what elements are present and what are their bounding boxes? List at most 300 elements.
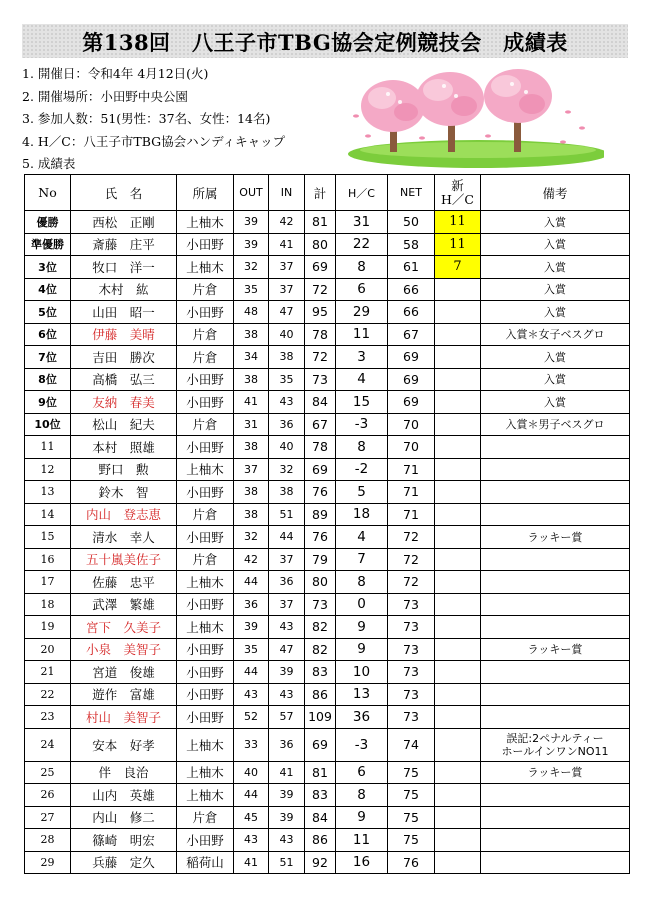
total-score-cell: 73	[305, 368, 336, 391]
tree-left-icon	[361, 80, 425, 152]
new-handicap-cell	[435, 851, 481, 874]
club-cell: 稲荷山	[177, 851, 234, 874]
new-handicap-cell	[435, 593, 481, 616]
club-cell: 上柚木	[177, 784, 234, 807]
table-row	[25, 481, 630, 504]
total-score-cell: 86	[305, 683, 336, 706]
name-cell: 清水 幸人	[71, 526, 177, 549]
new-handicap-cell	[435, 683, 481, 706]
total-score-cell: 95	[305, 301, 336, 324]
name-cell: 宮下 久美子	[71, 616, 177, 639]
club-cell: 片倉	[177, 503, 234, 526]
total-score-cell: 79	[305, 548, 336, 571]
out-score-cell: 42	[234, 548, 269, 571]
total-score-cell: 89	[305, 503, 336, 526]
net-score-cell: 75	[388, 829, 435, 852]
note-line: ホールインワンNO11	[501, 744, 609, 758]
new-handicap-cell	[435, 806, 481, 829]
note-cell: 入賞＊女子ベスグロ	[481, 323, 630, 346]
name-cell: 五十嵐美佐子	[71, 548, 177, 571]
name-cell: 本村 照雄	[71, 436, 177, 459]
net-score-cell: 75	[388, 806, 435, 829]
total-score-cell: 69	[305, 458, 336, 481]
club-cell: 小田野	[177, 436, 234, 459]
net-score-cell: 70	[388, 436, 435, 459]
in-score-cell: 36	[269, 413, 305, 436]
net-score-cell: 71	[388, 481, 435, 504]
rank-cell: 25	[25, 761, 71, 784]
table-row	[25, 851, 630, 874]
note-cell	[481, 829, 630, 852]
in-score-cell: 36	[269, 728, 305, 761]
rank-cell: 18	[25, 593, 71, 616]
note-cell: 入賞	[481, 256, 630, 279]
total-score-cell: 80	[305, 233, 336, 256]
net-score-cell: 76	[388, 851, 435, 874]
total-score-cell: 69	[305, 256, 336, 279]
note-cell	[481, 683, 630, 706]
name-cell: 内山 登志恵	[71, 503, 177, 526]
name-cell: 山内 英雄	[71, 784, 177, 807]
info-date: 1. 開催日：令和4年 4月12日(火)	[22, 66, 209, 81]
note-cell	[481, 548, 630, 571]
name-cell: 内山 修二	[71, 806, 177, 829]
out-score-cell: 40	[234, 761, 269, 784]
note-cell	[481, 593, 630, 616]
rank-cell: 22	[25, 683, 71, 706]
out-score-cell: 38	[234, 503, 269, 526]
rank-cell: 21	[25, 661, 71, 684]
table-row	[25, 233, 630, 256]
net-score-cell: 67	[388, 323, 435, 346]
rank-cell: 15	[25, 526, 71, 549]
in-score-cell: 37	[269, 548, 305, 571]
rank-cell: 5位	[25, 301, 71, 324]
net-score-cell: 74	[388, 728, 435, 761]
out-score-cell: 44	[234, 571, 269, 594]
tree-middle-icon	[416, 72, 484, 152]
club-cell: 小田野	[177, 706, 234, 729]
in-score-cell: 39	[269, 784, 305, 807]
club-cell: 片倉	[177, 278, 234, 301]
club-cell: 小田野	[177, 683, 234, 706]
club-cell: 小田野	[177, 593, 234, 616]
out-score-cell: 36	[234, 593, 269, 616]
in-score-cell: 39	[269, 806, 305, 829]
name-cell: 伊藤 美晴	[71, 323, 177, 346]
table-row	[25, 391, 630, 414]
table-row	[25, 346, 630, 369]
handicap-cell: 31	[336, 211, 388, 234]
new-handicap-cell	[435, 278, 481, 301]
in-score-cell: 32	[269, 458, 305, 481]
handicap-cell: 6	[336, 278, 388, 301]
name-cell: 松山 紀夫	[71, 413, 177, 436]
out-score-cell: 43	[234, 829, 269, 852]
new-handicap-cell	[435, 829, 481, 852]
out-score-cell: 31	[234, 413, 269, 436]
in-score-cell: 39	[269, 661, 305, 684]
total-score-cell: 81	[305, 211, 336, 234]
in-score-cell: 43	[269, 616, 305, 639]
table-row	[25, 323, 630, 346]
new-handicap-cell	[435, 571, 481, 594]
note-cell	[481, 571, 630, 594]
col-header-no: No	[25, 175, 71, 211]
name-cell: 篠崎 明宏	[71, 829, 177, 852]
club-cell: 上柚木	[177, 256, 234, 279]
total-score-cell: 80	[305, 571, 336, 594]
rank-cell: 4位	[25, 278, 71, 301]
out-score-cell: 33	[234, 728, 269, 761]
out-score-cell: 38	[234, 323, 269, 346]
note-cell	[481, 458, 630, 481]
club-cell: 小田野	[177, 481, 234, 504]
new-handicap-cell	[435, 706, 481, 729]
note-cell	[481, 806, 630, 829]
results-table	[24, 174, 630, 874]
info-handicap: 4. H／C：八王子市TBG協会ハンディキャップ	[22, 133, 286, 149]
handicap-cell: 11	[336, 829, 388, 852]
table-row	[25, 526, 630, 549]
out-score-cell: 39	[234, 211, 269, 234]
note-cell	[481, 481, 630, 504]
name-cell: 吉田 勝次	[71, 346, 177, 369]
net-score-cell: 70	[388, 413, 435, 436]
new-handicap-cell	[435, 761, 481, 784]
name-cell: 友納 春美	[71, 391, 177, 414]
net-score-cell: 66	[388, 301, 435, 324]
rank-cell: 9位	[25, 391, 71, 414]
note-cell: 入賞	[481, 301, 630, 324]
total-score-cell: 82	[305, 638, 336, 661]
out-score-cell: 39	[234, 616, 269, 639]
club-cell: 小田野	[177, 233, 234, 256]
total-score-cell: 81	[305, 761, 336, 784]
new-handicap-cell	[435, 323, 481, 346]
in-score-cell: 51	[269, 503, 305, 526]
name-cell: 小泉 美智子	[71, 638, 177, 661]
handicap-cell: 3	[336, 346, 388, 369]
club-cell: 片倉	[177, 413, 234, 436]
rank-cell: 29	[25, 851, 71, 874]
table-row	[25, 593, 630, 616]
col-header-note: 備考	[481, 175, 630, 211]
title-bar	[22, 24, 628, 58]
note-cell	[481, 436, 630, 459]
club-cell: 小田野	[177, 829, 234, 852]
new-handicap-cell	[435, 784, 481, 807]
out-score-cell: 43	[234, 683, 269, 706]
net-score-cell: 69	[388, 391, 435, 414]
out-score-cell: 34	[234, 346, 269, 369]
total-score-cell: 78	[305, 323, 336, 346]
col-header-new-hc	[435, 175, 481, 211]
total-score-cell: 83	[305, 661, 336, 684]
handicap-cell: 8	[336, 784, 388, 807]
club-cell: 小田野	[177, 526, 234, 549]
new-handicap-cell	[435, 413, 481, 436]
handicap-cell: 11	[336, 323, 388, 346]
note-cell	[481, 616, 630, 639]
in-score-cell: 43	[269, 391, 305, 414]
in-score-cell: 35	[269, 368, 305, 391]
total-score-cell: 84	[305, 391, 336, 414]
new-handicap-cell	[435, 391, 481, 414]
note-cell: ラッキー賞	[481, 761, 630, 784]
name-cell: 佐藤 忠平	[71, 571, 177, 594]
net-score-cell: 73	[388, 683, 435, 706]
out-score-cell: 35	[234, 638, 269, 661]
club-cell: 小田野	[177, 661, 234, 684]
in-score-cell: 41	[269, 233, 305, 256]
name-cell: 斎藤 庄平	[71, 233, 177, 256]
table-row	[25, 829, 630, 852]
club-cell: 片倉	[177, 806, 234, 829]
table-row	[25, 301, 630, 324]
net-score-cell: 75	[388, 761, 435, 784]
net-score-cell: 69	[388, 346, 435, 369]
table-row	[25, 661, 630, 684]
tree-right-icon	[484, 69, 552, 152]
out-score-cell: 38	[234, 368, 269, 391]
total-score-cell: 69	[305, 728, 336, 761]
total-score-cell: 72	[305, 278, 336, 301]
club-cell: 上柚木	[177, 211, 234, 234]
note-cell: ラッキー賞	[481, 526, 630, 549]
new-handicap-cell	[435, 368, 481, 391]
club-cell: 上柚木	[177, 728, 234, 761]
out-score-cell: 37	[234, 458, 269, 481]
rank-cell: 23	[25, 706, 71, 729]
name-cell: 野口 勲	[71, 458, 177, 481]
name-cell: 村山 美智子	[71, 706, 177, 729]
out-score-cell: 41	[234, 851, 269, 874]
rank-cell: 13	[25, 481, 71, 504]
name-cell: 伴 良治	[71, 761, 177, 784]
net-score-cell: 73	[388, 593, 435, 616]
handicap-cell: 7	[336, 548, 388, 571]
note-cell	[481, 661, 630, 684]
in-score-cell: 37	[269, 278, 305, 301]
note-cell: 入賞	[481, 368, 630, 391]
out-score-cell: 32	[234, 526, 269, 549]
table-row	[25, 368, 630, 391]
name-cell: 山田 昭一	[71, 301, 177, 324]
net-score-cell: 73	[388, 706, 435, 729]
rank-cell: 24	[25, 728, 71, 761]
table-row	[25, 761, 630, 784]
rank-cell: 14	[25, 503, 71, 526]
handicap-cell: 6	[336, 761, 388, 784]
handicap-cell: 4	[336, 526, 388, 549]
name-cell: 安本 好孝	[71, 728, 177, 761]
out-score-cell: 44	[234, 784, 269, 807]
net-score-cell: 73	[388, 638, 435, 661]
in-score-cell: 51	[269, 851, 305, 874]
out-score-cell: 48	[234, 301, 269, 324]
net-score-cell: 72	[388, 526, 435, 549]
net-score-cell: 66	[388, 278, 435, 301]
col-header-new-hc-bottom: H／C	[441, 191, 474, 207]
new-handicap-cell	[435, 458, 481, 481]
note-cell: 入賞＊男子ベスグロ	[481, 413, 630, 436]
total-score-cell: 78	[305, 436, 336, 459]
table-row	[25, 784, 630, 807]
club-cell: 小田野	[177, 301, 234, 324]
rank-cell: 27	[25, 806, 71, 829]
col-header-out: OUT	[234, 175, 269, 211]
handicap-cell: -2	[336, 458, 388, 481]
total-score-cell: 76	[305, 481, 336, 504]
new-handicap-cell	[435, 661, 481, 684]
new-handicap-cell	[435, 481, 481, 504]
club-cell: 上柚木	[177, 616, 234, 639]
rank-cell: 19	[25, 616, 71, 639]
new-handicap-cell	[435, 346, 481, 369]
table-header-row	[25, 175, 630, 211]
name-cell: 高橋 弘三	[71, 368, 177, 391]
event-info	[22, 63, 285, 176]
name-cell: 牧口 洋一	[71, 256, 177, 279]
table-row	[25, 436, 630, 459]
new-handicap-cell: 11	[435, 211, 481, 234]
club-cell: 小田野	[177, 391, 234, 414]
table-row	[25, 616, 630, 639]
net-score-cell: 73	[388, 616, 435, 639]
in-score-cell: 37	[269, 593, 305, 616]
col-header-hc: H／C	[336, 175, 388, 211]
handicap-cell: 16	[336, 851, 388, 874]
col-header-new-hc-top: 新	[451, 177, 464, 193]
in-score-cell: 42	[269, 211, 305, 234]
handicap-cell: 9	[336, 616, 388, 639]
in-score-cell: 41	[269, 761, 305, 784]
out-score-cell: 44	[234, 661, 269, 684]
in-score-cell: 43	[269, 829, 305, 852]
club-cell: 片倉	[177, 346, 234, 369]
handicap-cell: 0	[336, 593, 388, 616]
out-score-cell: 38	[234, 436, 269, 459]
handicap-cell: 13	[336, 683, 388, 706]
club-cell: 小田野	[177, 368, 234, 391]
in-score-cell: 47	[269, 638, 305, 661]
net-score-cell: 72	[388, 571, 435, 594]
total-score-cell: 92	[305, 851, 336, 874]
info-participants: 3. 参加人数：51(男性：37名、女性：14名)	[22, 111, 271, 126]
handicap-cell: 9	[336, 638, 388, 661]
note-cell	[481, 784, 630, 807]
note-cell	[481, 706, 630, 729]
rank-cell: 28	[25, 829, 71, 852]
handicap-cell: 15	[336, 391, 388, 414]
in-score-cell: 44	[269, 526, 305, 549]
total-score-cell: 73	[305, 593, 336, 616]
net-score-cell: 61	[388, 256, 435, 279]
out-score-cell: 41	[234, 391, 269, 414]
in-score-cell: 38	[269, 346, 305, 369]
col-header-club: 所属	[177, 175, 234, 211]
rank-cell: 3位	[25, 256, 71, 279]
rank-cell: 7位	[25, 346, 71, 369]
handicap-cell: 10	[336, 661, 388, 684]
rank-cell: 11	[25, 436, 71, 459]
rank-cell: 準優勝	[25, 233, 71, 256]
table-row	[25, 458, 630, 481]
name-cell: 兵藤 定久	[71, 851, 177, 874]
club-cell: 上柚木	[177, 761, 234, 784]
table-row	[25, 728, 630, 761]
table-row	[25, 278, 630, 301]
note-line: 誤記:2ペナルティー	[506, 731, 604, 745]
table-row	[25, 706, 630, 729]
total-score-cell: 86	[305, 829, 336, 852]
handicap-cell: 18	[336, 503, 388, 526]
total-score-cell: 83	[305, 784, 336, 807]
name-cell: 鈴木 智	[71, 481, 177, 504]
table-row	[25, 413, 630, 436]
table-row	[25, 211, 630, 234]
out-score-cell: 52	[234, 706, 269, 729]
name-cell: 木村 紘	[71, 278, 177, 301]
note-cell	[481, 851, 630, 874]
handicap-cell: 9	[336, 806, 388, 829]
rank-cell: 20	[25, 638, 71, 661]
in-score-cell: 43	[269, 683, 305, 706]
name-cell: 武澤 繁雄	[71, 593, 177, 616]
in-score-cell: 37	[269, 256, 305, 279]
handicap-cell: 36	[336, 706, 388, 729]
handicap-cell: 29	[336, 301, 388, 324]
name-cell: 宮道 俊雄	[71, 661, 177, 684]
total-score-cell: 76	[305, 526, 336, 549]
name-cell: 西松 正剛	[71, 211, 177, 234]
club-cell: 片倉	[177, 548, 234, 571]
net-score-cell: 75	[388, 784, 435, 807]
note-cell	[481, 728, 630, 761]
new-handicap-cell	[435, 638, 481, 661]
club-cell: 上柚木	[177, 571, 234, 594]
total-score-cell: 82	[305, 616, 336, 639]
new-handicap-cell	[435, 526, 481, 549]
new-handicap-cell	[435, 616, 481, 639]
in-score-cell: 57	[269, 706, 305, 729]
rank-cell: 16	[25, 548, 71, 571]
info-venue: 2. 開催場所：小田野中央公園	[22, 88, 188, 104]
rank-cell: 8位	[25, 368, 71, 391]
new-handicap-cell: 7	[435, 256, 481, 279]
note-cell: 入賞	[481, 278, 630, 301]
club-cell: 小田野	[177, 638, 234, 661]
rank-cell: 優勝	[25, 211, 71, 234]
in-score-cell: 38	[269, 481, 305, 504]
note-cell: 入賞	[481, 211, 630, 234]
total-score-cell: 84	[305, 806, 336, 829]
total-score-cell: 72	[305, 346, 336, 369]
new-handicap-cell	[435, 548, 481, 571]
note-cell: ラッキー賞	[481, 638, 630, 661]
rank-cell: 12	[25, 458, 71, 481]
rank-cell: 26	[25, 784, 71, 807]
col-header-total: 計	[305, 175, 336, 211]
note-cell	[481, 503, 630, 526]
net-score-cell: 73	[388, 661, 435, 684]
net-score-cell: 72	[388, 548, 435, 571]
rank-cell: 10位	[25, 413, 71, 436]
note-cell: 入賞	[481, 346, 630, 369]
cherry-blossom-trees-illustration	[338, 66, 604, 174]
in-score-cell: 47	[269, 301, 305, 324]
